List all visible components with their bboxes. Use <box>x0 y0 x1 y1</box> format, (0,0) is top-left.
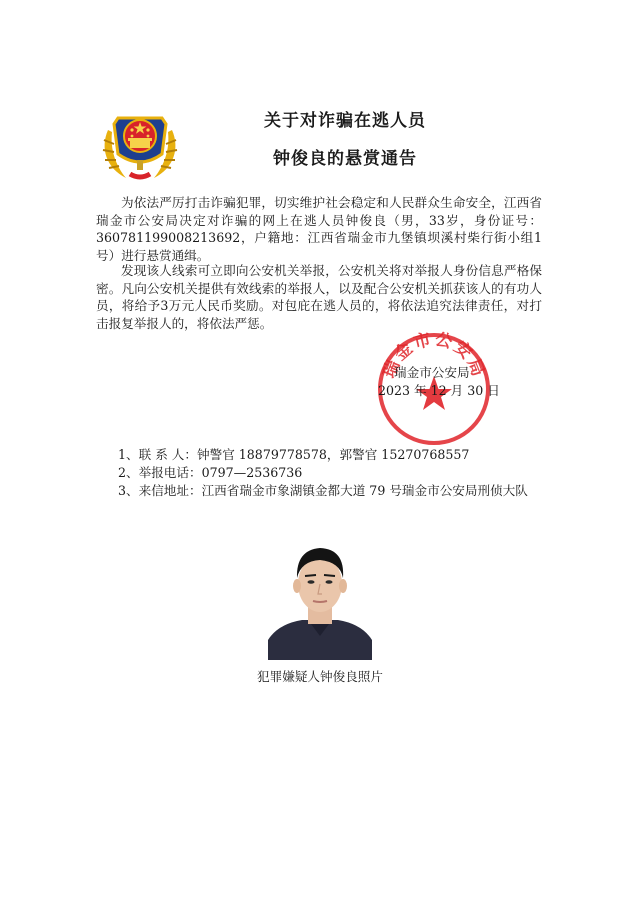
suspect-photo <box>268 532 372 660</box>
body-paragraph-2: 发现该人线索可立即向公安机关举报，公安机关将对举报人身份信息严格保密。凡向公安机关提供有效线索的举报人，以及配合公安机关抓获该人的有功人员，将给予3万元人民币奖励。对包庇在逃人员的，将依法追究法律责任，对打击报复举报人的，将依法严惩。 <box>96 263 542 331</box>
police-emblem-icon <box>96 100 184 186</box>
seal-text: 瑞金市公安局 <box>379 330 489 381</box>
contact-label: 举报电话： <box>138 465 202 480</box>
contact-row-2 <box>118 464 528 482</box>
contact-number: 2、 <box>118 465 139 480</box>
contact-number: 1、 <box>118 447 139 462</box>
photo-caption: 犯罪嫌疑人钟俊良照片 <box>257 669 383 684</box>
contact-label: 联 系 人： <box>138 447 197 462</box>
contact-value: 钟警官 18879778578，郭警官 15270768557 <box>197 447 470 462</box>
contact-value: 江西省瑞金市象湖镇金都大道 79 号瑞金市公安局刑侦大队 <box>201 483 528 498</box>
notice-title-line2: 钟俊良的悬赏通告 <box>273 149 417 169</box>
body-paragraph-1: 为依法严厉打击诈骗犯罪，切实维护社会稳定和人民群众生命安全，江西省瑞金市公安局决定对诈骗的网上在逃人员钟俊良（男，33岁，身份证号：360781199008213692，户籍地：江西省瑞金市九堡镇坝溪村柴行街小组1号）进行悬赏通缉。 <box>96 195 542 263</box>
contact-label: 来信地址： <box>138 483 202 498</box>
contact-value: 0797—2536736 <box>201 465 303 480</box>
contact-row-1 <box>118 446 528 464</box>
signature-organization: 瑞金市公安局 <box>394 365 470 380</box>
contact-list <box>118 446 528 500</box>
contact-row-3 <box>118 482 528 500</box>
contact-number: 3、 <box>118 483 139 498</box>
signature-date: 2023 年 12 月 30 日 <box>378 383 500 398</box>
notice-title-line1: 关于对诈骗在逃人员 <box>264 111 426 131</box>
